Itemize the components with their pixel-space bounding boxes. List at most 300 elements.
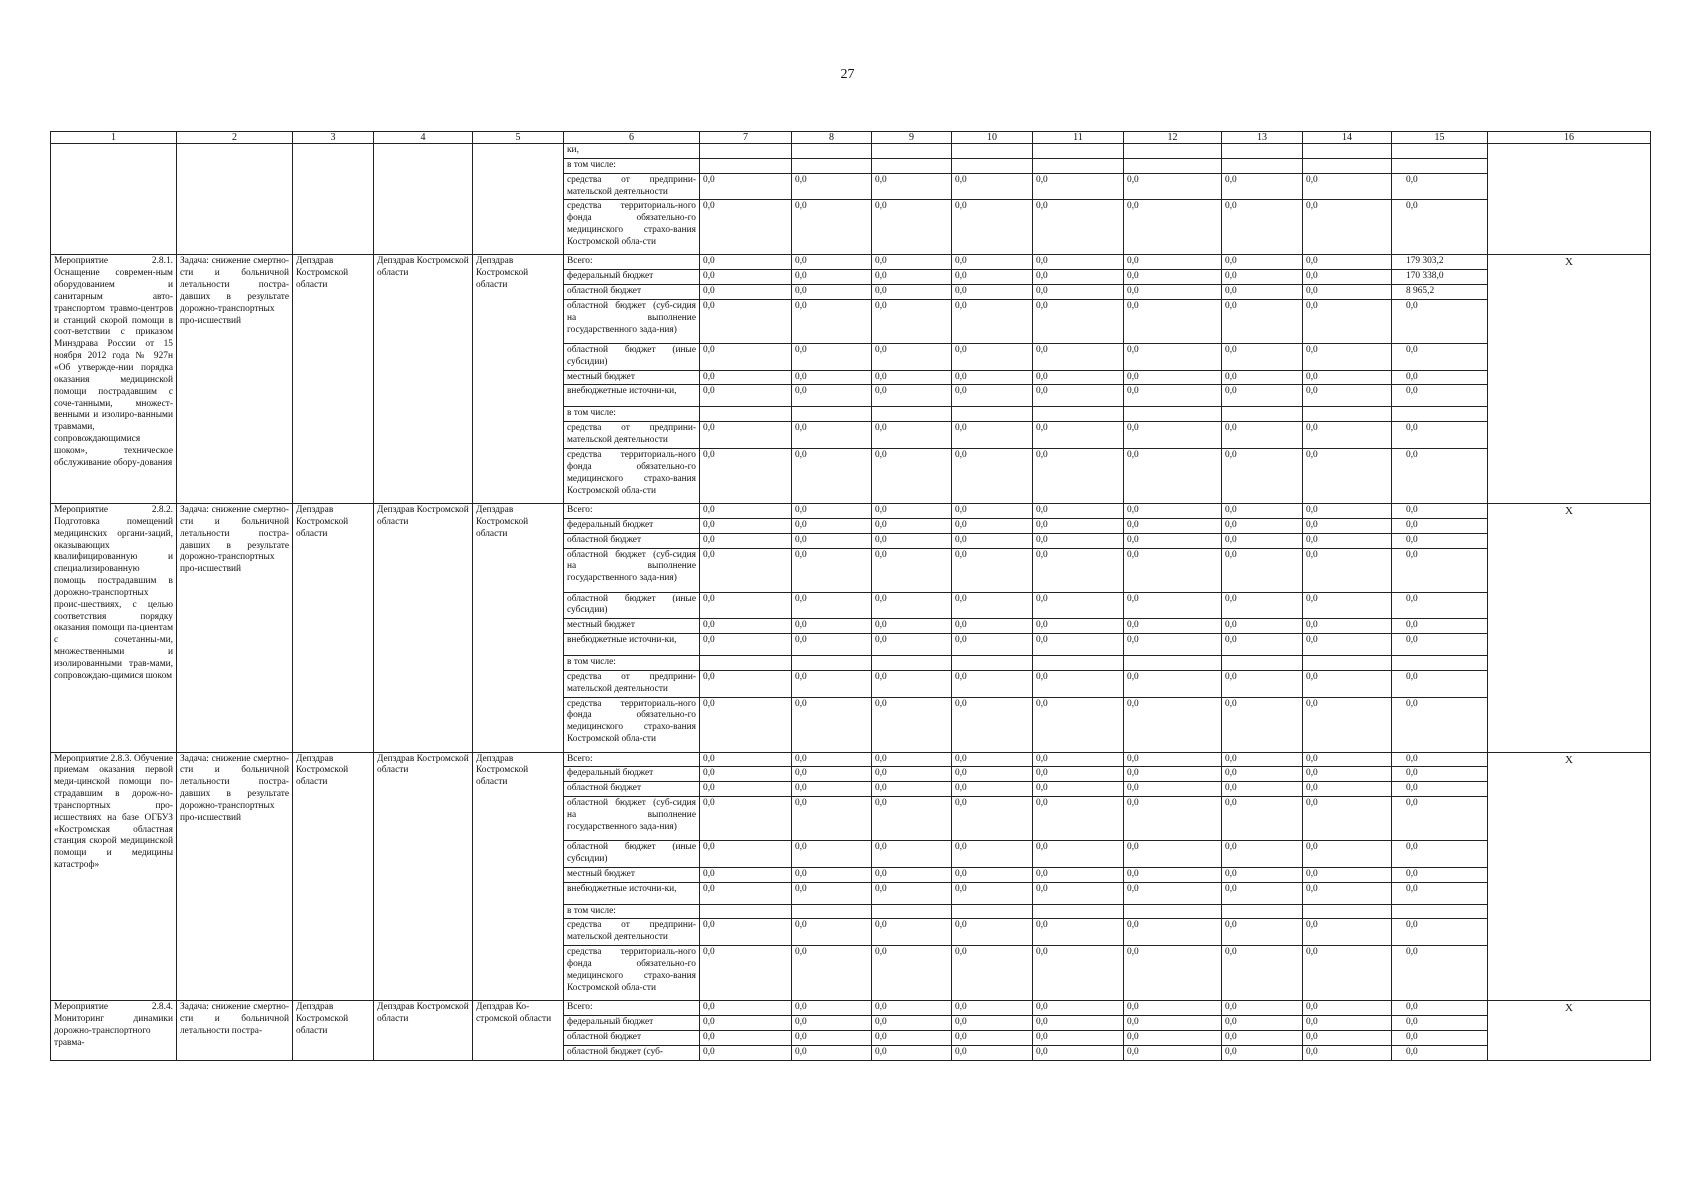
value-cell: 0,0 [952, 533, 1033, 548]
value-cell: 0,0 [1124, 285, 1222, 300]
empty-cell [1392, 158, 1488, 173]
value-cell: 0,0 [792, 1030, 872, 1045]
mark-x: X [1488, 255, 1651, 504]
value-cell: 0,0 [792, 752, 872, 767]
value-cell: 0,0 [872, 634, 952, 656]
value-cell: 0,0 [1222, 385, 1303, 407]
value-cell: 0,0 [1392, 370, 1488, 385]
value-cell: 0,0 [1392, 752, 1488, 767]
empty-cell [952, 904, 1033, 919]
value-cell: 0,0 [1303, 841, 1392, 868]
column-header: 15 [1392, 132, 1488, 144]
empty-cell [1222, 904, 1303, 919]
value-cell: 0,0 [700, 767, 792, 782]
empty-cell [872, 656, 952, 671]
responsible-executor: Депздрав Костромской области [293, 255, 374, 504]
value-cell: 0,0 [700, 882, 792, 904]
value-cell: 0,0 [1033, 670, 1124, 697]
value-cell: 0,0 [700, 697, 792, 752]
value-cell: 0,0 [792, 385, 872, 407]
empty-cell [177, 144, 293, 255]
value-cell: 0,0 [952, 448, 1033, 503]
empty-cell [792, 158, 872, 173]
coexecutor: Депздрав Костромской области [374, 255, 473, 504]
column-header: 9 [872, 132, 952, 144]
value-cell: 0,0 [1033, 946, 1124, 1001]
value-cell: 0,0 [1124, 697, 1222, 752]
value-cell: 0,0 [952, 370, 1033, 385]
value-cell: 0,0 [1124, 299, 1222, 343]
value-cell: 0,0 [952, 619, 1033, 634]
value-cell: 0,0 [872, 670, 952, 697]
value-cell: 0,0 [1222, 767, 1303, 782]
value-cell: 0,0 [700, 634, 792, 656]
responsible-executor: Депздрав Костромской области [293, 503, 374, 752]
value-cell: 0,0 [1033, 299, 1124, 343]
value-cell: 0,0 [1392, 619, 1488, 634]
value-cell: 0,0 [1033, 1030, 1124, 1045]
value-cell: 0,0 [1033, 200, 1124, 255]
value-cell: 0,0 [1124, 1030, 1222, 1045]
value-cell: 0,0 [1124, 385, 1222, 407]
value-cell: 0,0 [792, 173, 872, 200]
mark-x: X [1488, 752, 1651, 1001]
value-cell: 0,0 [1222, 592, 1303, 619]
empty-cell [1033, 656, 1124, 671]
value-cell: 0,0 [872, 919, 952, 946]
value-cell: 0,0 [872, 548, 952, 592]
value-cell: 0,0 [700, 343, 792, 370]
value-cell: 0,0 [872, 255, 952, 270]
column-header: 3 [293, 132, 374, 144]
empty-cell [1222, 656, 1303, 671]
value-cell: 0,0 [1392, 867, 1488, 882]
value-cell: 0,0 [1222, 752, 1303, 767]
value-cell: 0,0 [1303, 882, 1392, 904]
empty-cell [1392, 407, 1488, 422]
table-row [51, 255, 1651, 270]
value-cell: 0,0 [792, 370, 872, 385]
value-cell: 8 965,2 [1392, 285, 1488, 300]
value-cell: 0,0 [1222, 697, 1303, 752]
value-cell: 0,0 [792, 503, 872, 518]
value-cell: 0,0 [700, 1001, 792, 1016]
value-cell: 0,0 [1303, 200, 1392, 255]
value-cell: 0,0 [792, 343, 872, 370]
value-cell: 0,0 [872, 867, 952, 882]
source-label: средства от предприни-мательской деятельности [564, 173, 700, 200]
value-cell: 0,0 [1124, 919, 1222, 946]
empty-cell [1303, 904, 1392, 919]
value-cell: 0,0 [700, 919, 792, 946]
value-cell: 0,0 [1033, 422, 1124, 449]
value-cell: 0,0 [952, 841, 1033, 868]
value-cell: 0,0 [872, 946, 952, 1001]
source-label: внебюджетные источни-ки, [564, 634, 700, 656]
value-cell: 0,0 [952, 797, 1033, 841]
value-cell: 0,0 [872, 882, 952, 904]
value-cell: 0,0 [1303, 270, 1392, 285]
value-cell: 0,0 [792, 299, 872, 343]
value-cell: 179 303,2 [1392, 255, 1488, 270]
task-description: Задача: снижение смертно-сти и больничной летальности постра-давших в результате дорожно-транспортных про-исшествий [177, 752, 293, 1001]
value-cell: 0,0 [700, 841, 792, 868]
value-cell: 0,0 [792, 285, 872, 300]
value-cell: 0,0 [1392, 882, 1488, 904]
value-cell: 0,0 [700, 1030, 792, 1045]
value-cell: 0,0 [792, 882, 872, 904]
value-cell: 0,0 [1124, 797, 1222, 841]
budget-recipient: Депздрав Ко-стромской области [473, 1001, 564, 1060]
value-cell: 0,0 [952, 173, 1033, 200]
value-cell: 0,0 [1124, 1045, 1222, 1060]
value-cell: 0,0 [952, 919, 1033, 946]
empty-cell [952, 656, 1033, 671]
value-cell: 0,0 [952, 548, 1033, 592]
value-cell: 0,0 [1033, 619, 1124, 634]
coexecutor: Депздрав Костромской области [374, 503, 473, 752]
value-cell: 0,0 [1033, 919, 1124, 946]
empty-cell [1222, 144, 1303, 159]
column-header: 14 [1303, 132, 1392, 144]
value-cell: 0,0 [1303, 343, 1392, 370]
value-cell: 0,0 [1303, 670, 1392, 697]
column-header: 4 [374, 132, 473, 144]
value-cell: 0,0 [1033, 270, 1124, 285]
value-cell: 0,0 [1303, 946, 1392, 1001]
measure-description: Мероприятие 2.8.4. Мониторинг динамики дорожно-транспортного травма- [51, 1001, 177, 1060]
value-cell: 0,0 [952, 1030, 1033, 1045]
value-cell: 0,0 [1222, 533, 1303, 548]
source-label: ки, [564, 144, 700, 159]
value-cell: 0,0 [1303, 634, 1392, 656]
value-cell: 0,0 [1124, 533, 1222, 548]
value-cell: 0,0 [952, 385, 1033, 407]
value-cell: 0,0 [1392, 200, 1488, 255]
value-cell: 0,0 [1222, 370, 1303, 385]
table-row [51, 1001, 1651, 1016]
value-cell: 0,0 [700, 518, 792, 533]
value-cell: 0,0 [1303, 1045, 1392, 1060]
empty-cell [293, 144, 374, 255]
value-cell: 0,0 [700, 782, 792, 797]
value-cell: 0,0 [1033, 1045, 1124, 1060]
value-cell: 0,0 [792, 518, 872, 533]
value-cell: 0,0 [1303, 548, 1392, 592]
value-cell: 0,0 [1222, 882, 1303, 904]
value-cell: 0,0 [872, 1001, 952, 1016]
source-label: средства территориаль-ного фонда обязательно-го медицинского страхо-вания Костромской обла-сти [564, 200, 700, 255]
value-cell: 0,0 [872, 422, 952, 449]
column-header: 10 [952, 132, 1033, 144]
value-cell: 0,0 [1124, 1016, 1222, 1031]
source-label: в том числе: [564, 158, 700, 173]
source-label: областной бюджет (иные субсидии) [564, 841, 700, 868]
value-cell: 0,0 [1222, 634, 1303, 656]
value-cell: 0,0 [700, 270, 792, 285]
value-cell: 0,0 [952, 518, 1033, 533]
value-cell: 0,0 [872, 1030, 952, 1045]
value-cell: 0,0 [1222, 797, 1303, 841]
empty-cell [952, 407, 1033, 422]
value-cell: 0,0 [1303, 1016, 1392, 1031]
empty-cell [1303, 656, 1392, 671]
value-cell: 0,0 [872, 518, 952, 533]
value-cell: 0,0 [792, 841, 872, 868]
page-number: 27 [840, 67, 855, 82]
value-cell: 0,0 [1392, 946, 1488, 1001]
value-cell: 0,0 [872, 797, 952, 841]
value-cell: 0,0 [1124, 946, 1222, 1001]
empty-cell [952, 158, 1033, 173]
value-cell: 0,0 [700, 503, 792, 518]
value-cell: 0,0 [1303, 797, 1392, 841]
value-cell: 0,0 [872, 533, 952, 548]
value-cell: 0,0 [1392, 782, 1488, 797]
value-cell: 0,0 [1124, 343, 1222, 370]
value-cell: 0,0 [1222, 919, 1303, 946]
value-cell: 0,0 [792, 867, 872, 882]
value-cell: 0,0 [1033, 797, 1124, 841]
value-cell: 0,0 [700, 448, 792, 503]
value-cell: 0,0 [1033, 841, 1124, 868]
empty-cell [1033, 407, 1124, 422]
header-row [51, 132, 1651, 144]
value-cell: 0,0 [792, 270, 872, 285]
source-label: средства территориаль-ного фонда обязательно-го медицинского страхо-вания Костромской обла-сти [564, 946, 700, 1001]
value-cell: 0,0 [872, 503, 952, 518]
value-cell: 0,0 [1222, 255, 1303, 270]
value-cell: 0,0 [1222, 1030, 1303, 1045]
value-cell: 0,0 [1124, 448, 1222, 503]
value-cell: 0,0 [1392, 1030, 1488, 1045]
value-cell: 0,0 [1033, 448, 1124, 503]
task-description: Задача: снижение смертно-сти и больничной летальности постра- [177, 1001, 293, 1060]
value-cell: 0,0 [872, 200, 952, 255]
value-cell: 0,0 [700, 670, 792, 697]
value-cell: 0,0 [872, 752, 952, 767]
value-cell: 0,0 [1033, 548, 1124, 592]
value-cell: 0,0 [872, 285, 952, 300]
value-cell: 0,0 [792, 422, 872, 449]
value-cell: 0,0 [872, 370, 952, 385]
source-label: в том числе: [564, 904, 700, 919]
task-description: Задача: снижение смертно-сти и больничной летальности постра-давших в результате дорожно-транспортных про-исшествий [177, 503, 293, 752]
value-cell: 0,0 [1033, 173, 1124, 200]
source-label: местный бюджет [564, 867, 700, 882]
value-cell: 0,0 [1222, 867, 1303, 882]
value-cell: 0,0 [1303, 285, 1392, 300]
value-cell: 0,0 [1222, 619, 1303, 634]
empty-cell [1124, 158, 1222, 173]
value-cell: 0,0 [1124, 634, 1222, 656]
value-cell: 0,0 [1222, 946, 1303, 1001]
value-cell: 0,0 [872, 343, 952, 370]
value-cell: 0,0 [952, 1045, 1033, 1060]
value-cell: 0,0 [1033, 697, 1124, 752]
value-cell: 0,0 [700, 752, 792, 767]
empty-cell [700, 158, 792, 173]
value-cell: 0,0 [872, 299, 952, 343]
responsible-executor: Депздрав Костромской области [293, 1001, 374, 1060]
measure-description: Мероприятие 2.8.1. Оснащение современ-ным оборудованием и санитарным авто-транспортом травмо-центров и станций скорой помощи в соот-ветствии с приказом Минздрава России от 15 ноября 2012 года № 927н «Об утвержде-нии порядка оказания медицинской помощи пострадавшим с соче-танными, множест-венными и изолиро-ванными травмами, сопровождающимися шоком», техническое обслуживание обору-дования [51, 255, 177, 504]
value-cell: 0,0 [1392, 841, 1488, 868]
source-label: федеральный бюджет [564, 270, 700, 285]
value-cell: 0,0 [792, 946, 872, 1001]
value-cell: 0,0 [792, 619, 872, 634]
source-label: местный бюджет [564, 619, 700, 634]
value-cell: 0,0 [1033, 370, 1124, 385]
value-cell: 0,0 [1222, 1001, 1303, 1016]
coexecutor: Депздрав Костромской области [374, 752, 473, 1001]
empty-cell [1303, 158, 1392, 173]
value-cell: 0,0 [1033, 255, 1124, 270]
value-cell: 0,0 [792, 1001, 872, 1016]
value-cell: 0,0 [952, 946, 1033, 1001]
source-label: средства от предприни-мательской деятельности [564, 422, 700, 449]
empty-cell [1033, 158, 1124, 173]
value-cell: 0,0 [700, 173, 792, 200]
empty-cell [1392, 656, 1488, 671]
source-label: областной бюджет [564, 1030, 700, 1045]
value-cell: 0,0 [792, 919, 872, 946]
value-cell: 0,0 [1303, 919, 1392, 946]
value-cell: 0,0 [1033, 518, 1124, 533]
value-cell: 0,0 [1392, 533, 1488, 548]
value-cell: 0,0 [872, 1016, 952, 1031]
value-cell: 0,0 [1392, 697, 1488, 752]
value-cell: 0,0 [1392, 797, 1488, 841]
value-cell: 0,0 [1033, 1001, 1124, 1016]
empty-cell [1033, 144, 1124, 159]
value-cell: 0,0 [1124, 503, 1222, 518]
source-label: областной бюджет (иные субсидии) [564, 592, 700, 619]
value-cell: 0,0 [700, 385, 792, 407]
source-label: средства территориаль-ного фонда обязательно-го медицинского страхо-вания Костромской обла-сти [564, 448, 700, 503]
value-cell: 0,0 [700, 619, 792, 634]
source-label: Всего: [564, 255, 700, 270]
value-cell: 0,0 [1033, 752, 1124, 767]
value-cell: 0,0 [1392, 503, 1488, 518]
value-cell: 0,0 [952, 670, 1033, 697]
value-cell: 0,0 [1033, 285, 1124, 300]
value-cell: 0,0 [1033, 533, 1124, 548]
value-cell: 0,0 [700, 422, 792, 449]
value-cell: 0,0 [792, 1016, 872, 1031]
value-cell: 0,0 [1222, 1045, 1303, 1060]
value-cell: 0,0 [1124, 270, 1222, 285]
value-cell: 0,0 [1392, 1016, 1488, 1031]
source-label: средства территориаль-ного фонда обязательно-го медицинского страхо-вания Костромской обла-сти [564, 697, 700, 752]
value-cell: 0,0 [872, 173, 952, 200]
empty-cell [792, 904, 872, 919]
value-cell: 0,0 [1303, 1030, 1392, 1045]
value-cell: 0,0 [872, 619, 952, 634]
source-label: Всего: [564, 1001, 700, 1016]
value-cell: 0,0 [792, 533, 872, 548]
value-cell: 0,0 [952, 343, 1033, 370]
value-cell: 0,0 [952, 752, 1033, 767]
value-cell: 0,0 [700, 1045, 792, 1060]
mark-x: X [1488, 1001, 1651, 1060]
value-cell: 0,0 [792, 448, 872, 503]
empty-cell [700, 656, 792, 671]
value-cell: 0,0 [1303, 1001, 1392, 1016]
value-cell: 0,0 [700, 255, 792, 270]
value-cell: 0,0 [1392, 1001, 1488, 1016]
coexecutor: Депздрав Костромской области [374, 1001, 473, 1060]
value-cell: 0,0 [1222, 343, 1303, 370]
value-cell: 0,0 [700, 370, 792, 385]
value-cell: 0,0 [792, 592, 872, 619]
value-cell: 0,0 [872, 841, 952, 868]
column-header: 1 [51, 132, 177, 144]
value-cell: 0,0 [872, 1045, 952, 1060]
value-cell: 0,0 [872, 782, 952, 797]
value-cell: 0,0 [1303, 592, 1392, 619]
column-header: 8 [792, 132, 872, 144]
value-cell: 0,0 [700, 200, 792, 255]
empty-cell [952, 144, 1033, 159]
value-cell: 0,0 [1124, 782, 1222, 797]
source-label: областной бюджет (суб-сидия на выполнение государственного зада-ния) [564, 299, 700, 343]
value-cell: 0,0 [952, 422, 1033, 449]
value-cell: 0,0 [1033, 782, 1124, 797]
value-cell: 0,0 [1303, 752, 1392, 767]
value-cell: 0,0 [1222, 841, 1303, 868]
value-cell: 0,0 [1303, 533, 1392, 548]
value-cell: 0,0 [700, 592, 792, 619]
budget-recipient: Депздрав Костромской области [473, 752, 564, 1001]
value-cell: 0,0 [952, 1001, 1033, 1016]
value-cell: 0,0 [792, 200, 872, 255]
value-cell: 0,0 [1392, 1045, 1488, 1060]
value-cell: 0,0 [1392, 670, 1488, 697]
value-cell: 0,0 [1222, 503, 1303, 518]
budget-table [50, 131, 1651, 1061]
value-cell: 0,0 [1033, 385, 1124, 407]
table-body [51, 132, 1651, 1061]
value-cell: 0,0 [1124, 592, 1222, 619]
empty-cell [792, 656, 872, 671]
empty-cell [374, 144, 473, 255]
value-cell: 0,0 [1124, 867, 1222, 882]
value-cell: 0,0 [1392, 385, 1488, 407]
value-cell: 0,0 [1033, 503, 1124, 518]
value-cell: 0,0 [1124, 370, 1222, 385]
empty-cell [872, 407, 952, 422]
value-cell: 0,0 [1124, 518, 1222, 533]
value-cell: 0,0 [1124, 619, 1222, 634]
value-cell: 0,0 [1124, 882, 1222, 904]
value-cell: 0,0 [700, 1016, 792, 1031]
value-cell: 0,0 [1124, 767, 1222, 782]
value-cell: 0,0 [872, 385, 952, 407]
empty-cell [792, 144, 872, 159]
mark-x: X [1488, 503, 1651, 752]
source-label: Всего: [564, 503, 700, 518]
budget-recipient: Депздрав Костромской области [473, 503, 564, 752]
value-cell: 0,0 [1124, 752, 1222, 767]
source-label: средства от предприни-мательской деятельности [564, 919, 700, 946]
value-cell: 0,0 [1222, 782, 1303, 797]
value-cell: 0,0 [872, 767, 952, 782]
empty-cell [1392, 904, 1488, 919]
value-cell: 0,0 [1392, 299, 1488, 343]
column-header: 16 [1488, 132, 1651, 144]
value-cell: 0,0 [1303, 299, 1392, 343]
value-cell: 0,0 [872, 270, 952, 285]
